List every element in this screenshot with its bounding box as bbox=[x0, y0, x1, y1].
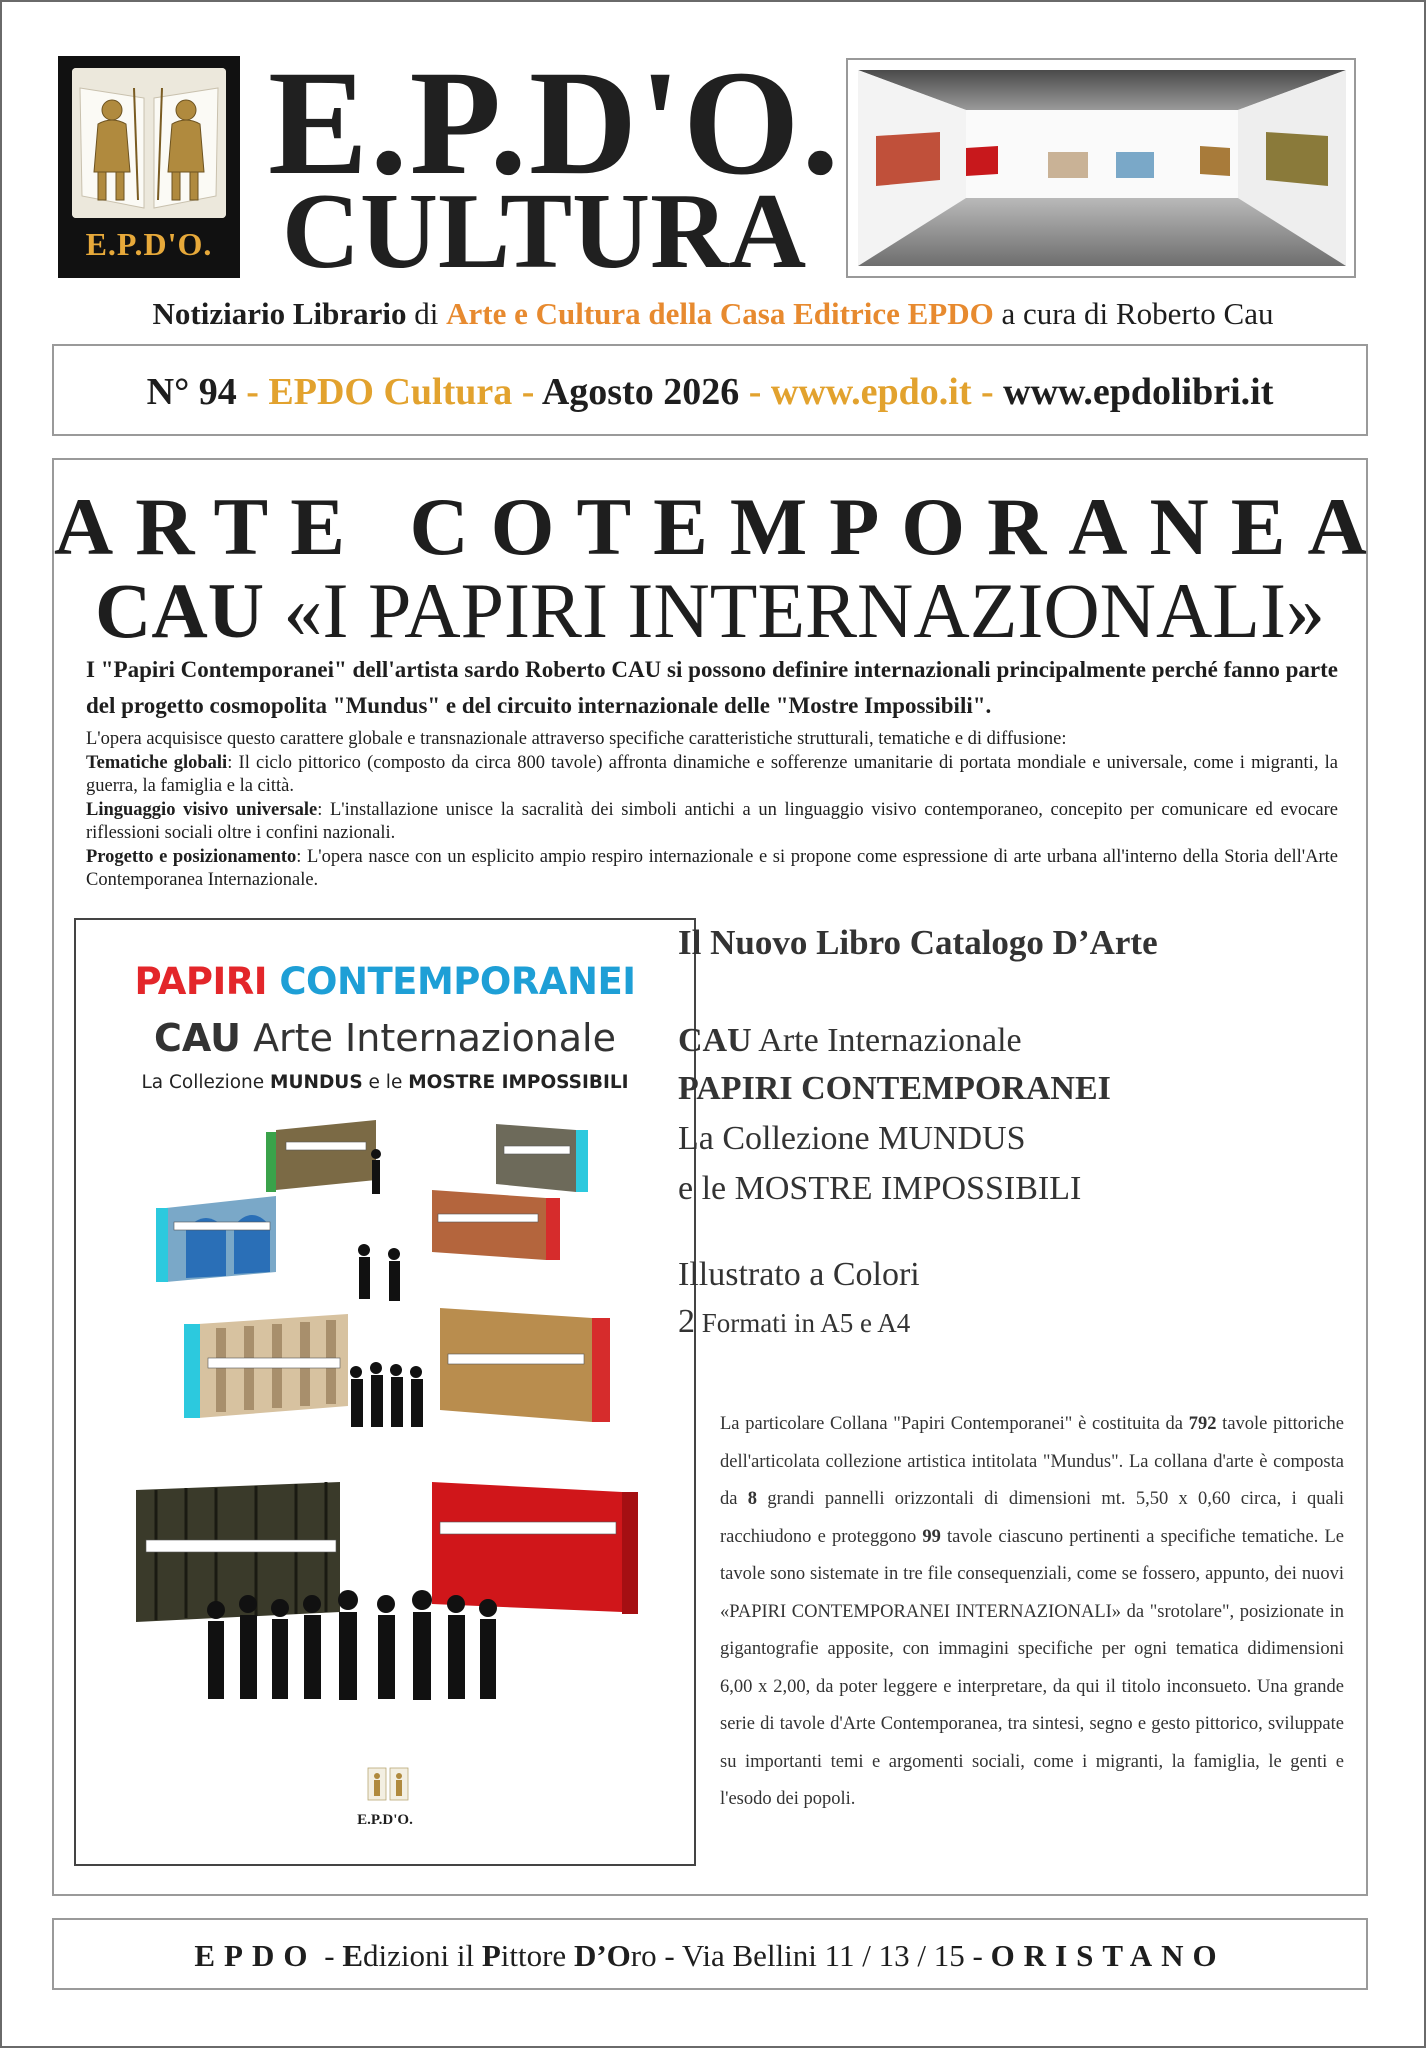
cover-cau: CAU bbox=[154, 1016, 241, 1060]
book-info bbox=[678, 920, 1288, 1347]
book-formats bbox=[678, 1298, 1288, 1347]
book-description bbox=[720, 1406, 1344, 1819]
subtitle-part1: Notiziario Librario bbox=[152, 296, 407, 331]
issue-number: N° 94 bbox=[146, 371, 237, 413]
cover-title bbox=[76, 960, 694, 1003]
p3-text: : L'installazione unisce la sacralità dei simboli antichi a un linguaggio visivo contemporaneo, concepito per comunicare ed evocare riflessioni sociali oltre i confini nazionali. bbox=[86, 799, 1338, 843]
cover-l3c: e le bbox=[362, 1072, 409, 1093]
desc-d: tavole ciascuno pertinenti a specifiche tematiche. Le tavole sono sistemate in tre file consequenziali, come se fossero, appunto, dei nuovi «PAPIRI CONTEMPORANEI INTERNAZIONALI» da "srotolare", posizionate in gigantografie apposite, con immagini specifiche per ogni tematica didimensioni 6,00 x 2,00, da poter leggere e interpretare, da qui il titolo inconsueto. Una grande serie di tavole d'Arte Contemporanea, tra sintesi, segno e gesto pittorico, sviluppate su importanti temi e argomenti sociali, come i migranti, la famiglia, le genti e l'esodo dei popoli. bbox=[720, 1526, 1344, 1809]
footer-epdo: EPDO bbox=[194, 1938, 317, 1973]
desc-n2: 8 bbox=[747, 1489, 758, 1509]
book-heading: Il Nuovo Libro Catalogo D’Arte bbox=[678, 923, 1158, 962]
book-cover bbox=[74, 918, 696, 1866]
issue-date: Agosto 2026 bbox=[541, 371, 740, 413]
cover-line2 bbox=[76, 1016, 694, 1060]
cover-line3 bbox=[76, 1072, 694, 1093]
epdo-logo bbox=[58, 56, 240, 278]
issue-site-2[interactable]: www.epdolibri.it bbox=[1003, 371, 1274, 413]
issue-sep-2: - bbox=[512, 371, 542, 413]
footer-address: Via Bellini 11 / 13 / 15 bbox=[681, 1938, 965, 1973]
footer-city: ORISTANO bbox=[990, 1938, 1226, 1973]
issue-banner bbox=[52, 344, 1368, 436]
cover-panels-illustration bbox=[76, 1110, 696, 1770]
subtitle-part3: Arte e Cultura della Casa Editrice EPDO bbox=[446, 296, 994, 331]
issue-name: EPDO Cultura bbox=[268, 371, 513, 413]
cover-l3a: La Collezione bbox=[141, 1072, 271, 1093]
heading-papiri: «I PAPIRI INTERNAZIONALI» bbox=[264, 567, 1325, 654]
article-subheading bbox=[54, 566, 1366, 656]
issue-site-1[interactable]: www.epdo.it bbox=[770, 371, 972, 413]
footer-line bbox=[54, 1938, 1366, 1974]
formats-text: Formati in A5 e A4 bbox=[695, 1308, 911, 1338]
subtitle-part2: di bbox=[406, 296, 447, 331]
issue-sep-3: - bbox=[739, 371, 771, 413]
article-heading: ARTE COTEMPORANEA bbox=[54, 481, 1389, 572]
masthead-title: E.P.D'O. bbox=[268, 40, 842, 206]
book-line1 bbox=[678, 1018, 1288, 1064]
subtitle-part4: a cura di Roberto Cau bbox=[993, 296, 1274, 331]
book-arte: Arte Internazionale bbox=[751, 1022, 1022, 1059]
cover-publisher: E.P.D'O. bbox=[357, 1812, 413, 1828]
footer-e: E bbox=[342, 1938, 363, 1973]
cover-arte: Arte Internazionale bbox=[240, 1016, 616, 1060]
body-paragraph-4 bbox=[86, 846, 1338, 893]
footer-ittore: ittore bbox=[500, 1938, 574, 1973]
issue-line bbox=[54, 370, 1366, 414]
issue-sep-4: - bbox=[971, 371, 1004, 413]
cover-title-word1: PAPIRI bbox=[134, 960, 267, 1003]
desc-n1: 792 bbox=[1188, 1414, 1217, 1434]
logo-text: E.P.D'O. bbox=[85, 226, 213, 262]
masthead-subtitle: CULTURA bbox=[282, 172, 807, 291]
p2-text: : Il ciclo pittorico (composto da circa 800 tavole) affronta dinamiche e sofferenze umanitarie di portata mondiale e universale, come i migranti, la guerra, la famiglia e la città. bbox=[86, 752, 1338, 796]
body-paragraph-3 bbox=[86, 799, 1338, 846]
footer-sep-2: - bbox=[656, 1938, 682, 1973]
article-intro: I "Papiri Contemporanei" dell'artista sardo Roberto CAU si possono definire internazionali principalmente perché fanno parte del progetto cosmopolita "Mundus" e del circuito internazionale delle "Mostre Impossibili". bbox=[86, 657, 1338, 718]
formats-number: 2 bbox=[678, 1303, 695, 1340]
book-cau: CAU bbox=[678, 1022, 752, 1059]
newsletter-subtitle bbox=[0, 296, 1426, 332]
heading-cau: CAU bbox=[95, 567, 265, 654]
desc-a: La particolare Collana "Papiri Contemporanei" è costituita da bbox=[720, 1414, 1189, 1434]
cover-emblem-icon bbox=[366, 1764, 410, 1804]
p4-label: Progetto e posizionamento bbox=[86, 846, 297, 867]
p2-label: Tematiche globali bbox=[86, 752, 228, 773]
book-illustrated: Illustrato a Colori bbox=[678, 1256, 920, 1293]
cover-title-word2: CONTEMPORANEI bbox=[279, 960, 636, 1003]
gallery-photo bbox=[846, 58, 1356, 278]
p3-label: Linguaggio visivo universale bbox=[86, 799, 318, 820]
body-paragraph-1: L'opera acquisisce questo carattere globale e transnazionale attraverso specifiche caratteristiche strutturali, tematiche e di diffusione: bbox=[86, 729, 1067, 749]
issue-sep-1: - bbox=[236, 371, 269, 413]
painters-emblem-icon bbox=[72, 68, 226, 218]
body-paragraph-2 bbox=[86, 752, 1338, 799]
footer-d: D’O bbox=[573, 1938, 631, 1973]
p4-text: : L'opera nasce con un esplicito ampio respiro internazionale e si propone come espressione di arte urbana all'interno della Storia dell'Arte Contemporanea Internazionale. bbox=[86, 846, 1339, 890]
footer-dizioni: dizioni il bbox=[363, 1938, 482, 1973]
footer-sep-1: - bbox=[316, 1938, 343, 1973]
footer-ro: ro bbox=[630, 1938, 657, 1973]
book-line4: e le MOSTRE IMPOSSIBILI bbox=[678, 1170, 1082, 1207]
footer-p: P bbox=[481, 1938, 501, 1973]
desc-n3: 99 bbox=[922, 1526, 941, 1547]
desc-b: tavole pittoriche dell'articolata collezione artistica intitolata "Mundus". La collana d'arte è composta da bbox=[720, 1414, 1344, 1509]
book-line3: La Collezione MUNDUS bbox=[678, 1120, 1026, 1157]
article-body bbox=[86, 728, 1338, 893]
cover-l3d: MOSTRE IMPOSSIBILI bbox=[408, 1072, 629, 1093]
footer-sep-3: - bbox=[964, 1938, 991, 1973]
book-line2: PAPIRI CONTEMPORANEI bbox=[678, 1070, 1111, 1107]
gallery-image bbox=[858, 70, 1346, 266]
desc-c: grandi pannelli orizzontali di dimensioni mt. 5,50 x 0,60 circa, i quali racchiudono e proteggono bbox=[720, 1489, 1344, 1547]
cover-l3b: MUNDUS bbox=[270, 1072, 363, 1093]
footer-banner bbox=[52, 1918, 1368, 1990]
